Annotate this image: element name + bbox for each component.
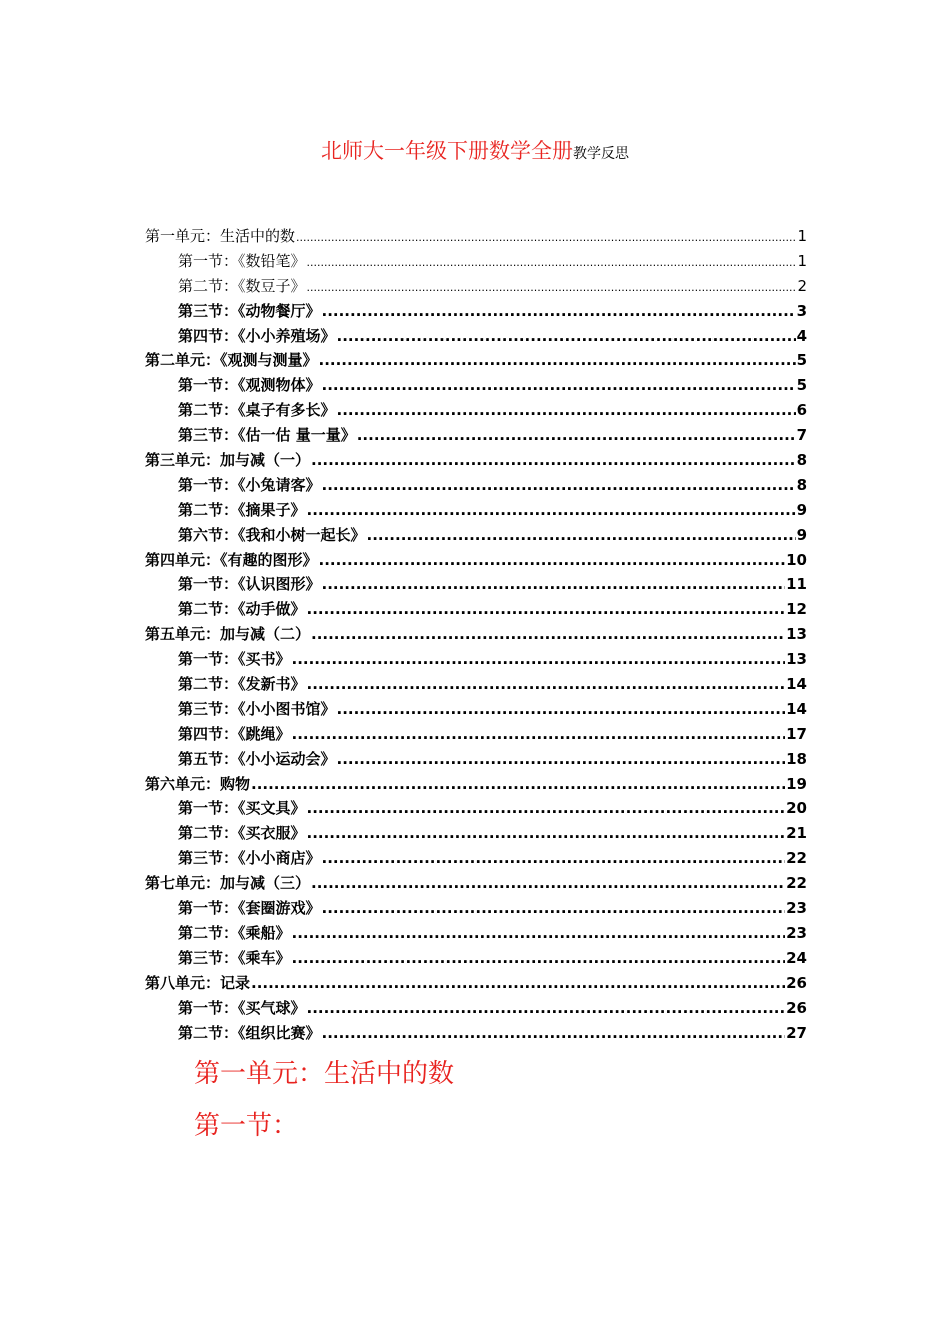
toc-entry-label: 第三节：《动物餐厅》 [178, 301, 321, 320]
toc-entry-label: 第三节：《小小商店》 [178, 849, 321, 868]
document-title-main: 北师大一年级下册数学全册 [321, 139, 573, 163]
toc-entry-page-number: 1 [797, 227, 807, 245]
toc-entry-page-number: 17 [786, 724, 807, 743]
toc-dot-leader [322, 896, 786, 921]
toc-entry-page-number: 26 [786, 998, 807, 1017]
toc-entry-page-number: 5 [796, 376, 807, 395]
table-of-contents [145, 224, 807, 1045]
toc-entry-unit[interactable] [145, 622, 807, 647]
toc-entry-section[interactable] [145, 572, 807, 597]
toc-entry-page-number: 9 [796, 500, 807, 519]
toc-entry-page-number: 14 [786, 699, 807, 718]
toc-entry-label: 第一节：《买气球》 [178, 998, 306, 1017]
toc-dot-leader [322, 572, 786, 597]
toc-entry-page-number: 23 [786, 899, 807, 918]
toc-entry-label: 第二节：《摘果子》 [178, 500, 306, 519]
toc-entry-section[interactable] [145, 896, 807, 921]
toc-entry-page-number: 13 [786, 650, 807, 669]
toc-entry-label: 第二节：《动手做》 [178, 600, 306, 619]
toc-dot-leader [307, 498, 796, 523]
toc-dot-leader [311, 448, 796, 473]
toc-dot-leader [307, 796, 786, 821]
toc-entry-page-number: 21 [786, 824, 807, 843]
toc-dot-leader [307, 672, 786, 697]
toc-entry-section[interactable] [145, 672, 807, 697]
toc-entry-label: 第三节：《乘车》 [178, 948, 291, 967]
toc-entry-unit[interactable] [145, 224, 807, 249]
toc-dot-leader [337, 398, 796, 423]
toc-entry-label: 第六节：《我和小树一起长》 [178, 525, 366, 544]
toc-entry-section[interactable] [145, 722, 807, 747]
toc-dot-leader [292, 946, 786, 971]
toc-entry-page-number: 13 [786, 625, 807, 644]
toc-dot-leader [322, 299, 796, 324]
toc-entry-page-number: 18 [786, 749, 807, 768]
toc-entry-section[interactable] [145, 299, 807, 324]
toc-dot-leader [311, 871, 785, 896]
toc-dot-leader [307, 996, 786, 1021]
toc-entry-page-number: 19 [786, 774, 807, 793]
document-title-sub: 教学反思 [573, 146, 629, 162]
toc-dot-leader [296, 226, 796, 251]
toc-entry-page-number: 5 [796, 351, 807, 370]
toc-entry-section[interactable] [145, 647, 807, 672]
toc-dot-leader [307, 597, 786, 622]
toc-entry-label: 第一节：《买文具》 [178, 799, 306, 818]
toc-dot-leader [307, 276, 797, 301]
toc-entry-label: 第一节：《买书》 [178, 650, 291, 669]
toc-entry-label: 第二节：《组织比赛》 [178, 1023, 321, 1042]
toc-entry-section[interactable] [145, 697, 807, 722]
toc-entry-section[interactable] [145, 821, 807, 846]
toc-entry-page-number: 11 [786, 575, 807, 594]
toc-entry-section[interactable] [145, 423, 807, 448]
toc-entry-section[interactable] [145, 324, 807, 349]
toc-entry-page-number: 20 [786, 799, 807, 818]
toc-entry-section[interactable] [145, 946, 807, 971]
toc-entry-label: 第二节：《数豆子》 [178, 276, 306, 295]
toc-dot-leader [292, 921, 786, 946]
toc-entry-page-number: 22 [786, 874, 807, 893]
toc-dot-leader [322, 373, 796, 398]
toc-dot-leader [367, 523, 796, 548]
toc-entry-section[interactable] [145, 398, 807, 423]
toc-entry-label: 第二单元：《观测与测量》 [145, 351, 318, 370]
toc-entry-section[interactable] [145, 796, 807, 821]
toc-entry-section[interactable] [145, 498, 807, 523]
toc-dot-leader [322, 1021, 786, 1046]
toc-entry-label: 第一节：《数铅笔》 [178, 251, 306, 270]
toc-dot-leader [337, 697, 786, 722]
toc-entry-page-number: 12 [786, 600, 807, 619]
toc-entry-section[interactable] [145, 473, 807, 498]
toc-entry-page-number: 9 [796, 525, 807, 544]
toc-dot-leader [251, 971, 785, 996]
toc-entry-label: 第一节：《认识图形》 [178, 575, 321, 594]
toc-entry-page-number: 1 [797, 251, 807, 270]
toc-entry-page-number: 8 [796, 451, 807, 470]
toc-entry-label: 第八单元：记录 [145, 973, 251, 992]
toc-entry-label: 第四单元：《有趣的图形》 [145, 550, 318, 569]
toc-entry-unit[interactable] [145, 971, 807, 996]
toc-entry-section[interactable] [145, 373, 807, 398]
toc-entry-page-number: 10 [786, 550, 807, 569]
unit-heading: 第一单元：生活中的数 [194, 1059, 455, 1089]
toc-entry-unit[interactable] [145, 871, 807, 896]
toc-entry-label: 第二节：《乘船》 [178, 923, 291, 942]
toc-entry-label: 第二节：《桌子有多长》 [178, 401, 336, 420]
toc-entry-label: 第三单元：加与减（一） [145, 451, 311, 470]
toc-entry-section[interactable] [145, 523, 807, 548]
toc-entry-page-number: 23 [786, 923, 807, 942]
toc-entry-page-number: 24 [786, 948, 807, 967]
toc-entry-unit[interactable] [145, 772, 807, 797]
toc-entry-label: 第二节：《发新书》 [178, 675, 306, 694]
toc-dot-leader [292, 722, 786, 747]
toc-entry-section[interactable] [145, 921, 807, 946]
toc-entry-page-number: 3 [796, 301, 807, 320]
toc-dot-leader [337, 324, 796, 349]
toc-entry-page-number: 2 [797, 276, 807, 295]
toc-dot-leader [322, 846, 786, 871]
toc-entry-label: 第二节：《买衣服》 [178, 824, 306, 843]
toc-entry-page-number: 6 [796, 401, 807, 420]
toc-dot-leader [307, 821, 786, 846]
toc-entry-label: 第一单元：生活中的数 [145, 227, 296, 245]
toc-entry-page-number: 4 [796, 326, 807, 345]
toc-entry-unit[interactable] [145, 348, 807, 373]
toc-entry-unit[interactable] [145, 448, 807, 473]
toc-entry-unit[interactable] [145, 548, 807, 573]
toc-dot-leader [292, 647, 786, 672]
toc-entry-label: 第五单元：加与减（二） [145, 625, 311, 644]
toc-dot-leader [337, 747, 786, 772]
document-title [0, 135, 950, 165]
toc-entry-section[interactable] [145, 1021, 807, 1046]
toc-entry-page-number: 22 [786, 849, 807, 868]
toc-entry-page-number: 27 [786, 1023, 807, 1042]
toc-dot-leader [311, 622, 785, 647]
toc-dot-leader [307, 251, 797, 276]
toc-entry-label: 第四节：《小小养殖场》 [178, 326, 336, 345]
toc-entry-page-number: 26 [786, 973, 807, 992]
toc-entry-label: 第一节：《套圈游戏》 [178, 899, 321, 918]
toc-entry-label: 第三节：《小小图书馆》 [178, 699, 336, 718]
toc-entry-label: 第三节：《估一估 量一量》 [178, 426, 356, 445]
toc-entry-section[interactable] [145, 597, 807, 622]
toc-entry-section[interactable] [145, 846, 807, 871]
toc-dot-leader [319, 348, 796, 373]
toc-dot-leader [319, 548, 786, 573]
toc-entry-label: 第一节：《观测物体》 [178, 376, 321, 395]
toc-entry-label: 第四节：《跳绳》 [178, 724, 291, 743]
toc-dot-leader [251, 772, 785, 797]
toc-entry-section[interactable] [145, 274, 807, 299]
toc-dot-leader [357, 423, 796, 448]
toc-entry-label: 第六单元：购物 [145, 774, 251, 793]
toc-entry-section[interactable] [145, 747, 807, 772]
toc-entry-page-number: 8 [796, 475, 807, 494]
toc-entry-section[interactable] [145, 996, 807, 1021]
toc-entry-label: 第五节：《小小运动会》 [178, 749, 336, 768]
toc-entry-label: 第七单元：加与减（三） [145, 874, 311, 893]
section-heading: 第一节： [194, 1111, 299, 1141]
toc-entry-page-number: 7 [796, 426, 807, 445]
toc-dot-leader [322, 473, 796, 498]
toc-entry-section[interactable] [145, 249, 807, 274]
toc-entry-page-number: 14 [786, 675, 807, 694]
toc-entry-label: 第一节：《小兔请客》 [178, 475, 321, 494]
